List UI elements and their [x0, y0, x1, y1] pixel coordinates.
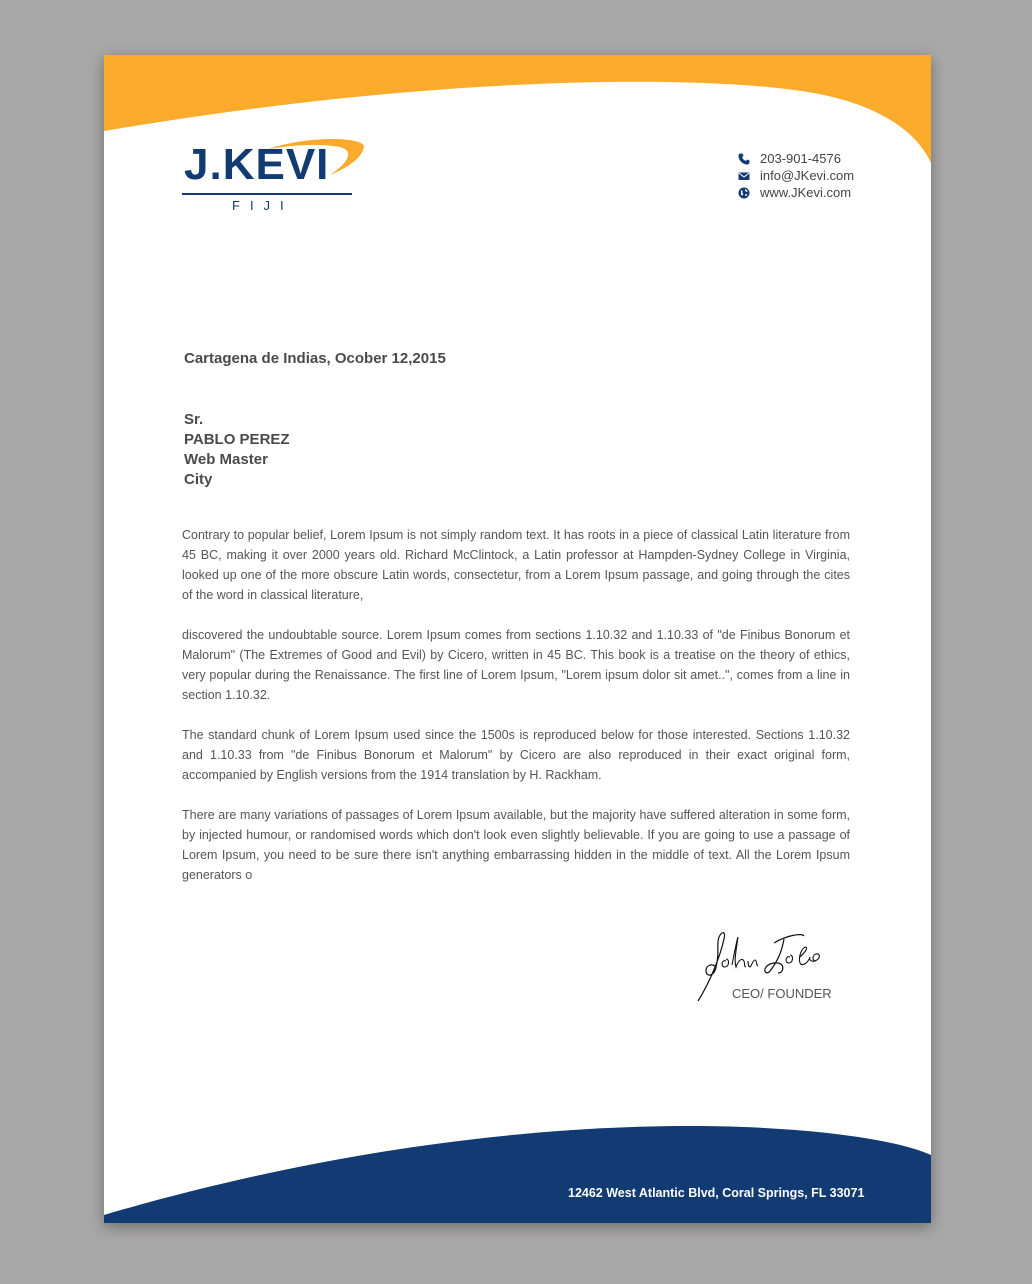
letter-body [182, 525, 850, 905]
letter-date: Cartagena de Indias, Ocober 12,2015 [184, 350, 446, 367]
website-url: www.JKevi.com [760, 185, 852, 200]
recipient-name: PABLO PEREZ [184, 431, 290, 448]
recipient-city: City [184, 471, 213, 488]
contact-email [738, 167, 854, 184]
bottom-wave-banner [104, 1115, 931, 1223]
phone-number: 203-901-4576 [760, 151, 841, 166]
recipient-title: Web Master [184, 451, 268, 468]
footer-address: 12462 West Atlantic Blvd, Coral Springs, FL 33071 [568, 1186, 865, 1200]
body-paragraph: There are many variations of passages of Lorem Ipsum available, but the majority have suffered alteration in some form, by injected humour, or randomised words which don't look even slightly believable. If you are going to use a passage of Lorem Ipsum, you need to be sure there isn't anything embarrassing hidden in the middle of text. All the Lorem Ipsum generators o [182, 808, 850, 882]
recipient-salutation: Sr. [184, 411, 204, 428]
recipient-block [184, 410, 290, 490]
contact-website [738, 184, 854, 201]
signature-title: CEO/ FOUNDER [732, 986, 832, 1001]
body-paragraph: Contrary to popular belief, Lorem Ipsum is not simply random text. It has roots in a piece of classical Latin literature from 45 BC, making it over 2000 years old. Richard McClintock, a Latin professor at Hampden-Sydney College in Virginia, looked up one of the more obscure Latin words, consectetur, from a Lorem Ipsum passage, and going through the cites of the word in classical literature, [182, 528, 850, 602]
mail-icon [738, 170, 750, 182]
logo-wordmark: J.KEVI [184, 140, 330, 189]
letterhead-page [104, 55, 931, 1223]
email-address: info@JKevi.com [760, 168, 855, 183]
contact-phone [738, 150, 854, 167]
body-paragraph: The standard chunk of Lorem Ipsum used since the 1500s is reproduced below for those interested. Sections 1.10.32 and 1.10.33 from "de Finibus Bonorum et Malorum" by Cicero are also reproduced in their exact original form, accompanied by English versions from the 1914 translation by H. Rackham. [182, 728, 850, 782]
phone-icon [738, 153, 750, 165]
logo-underline [182, 193, 352, 195]
company-logo [180, 137, 370, 217]
contact-block [738, 150, 854, 201]
logo-subtitle: FIJI [232, 198, 294, 213]
body-paragraph: discovered the undoubtable source. Lorem Ipsum comes from sections 1.10.32 and 1.10.33 of "de Finibus Bonorum et Malorum" (The Extremes of Good and Evil) by Cicero, written in 45 BC. This book is a treatise on the theory of ethics, very popular during the Renaissance. The first line of Lorem Ipsum, "Lorem ipsum dolor sit amet..", comes from a line in section 1.10.32. [182, 628, 850, 702]
globe-icon [738, 187, 750, 199]
